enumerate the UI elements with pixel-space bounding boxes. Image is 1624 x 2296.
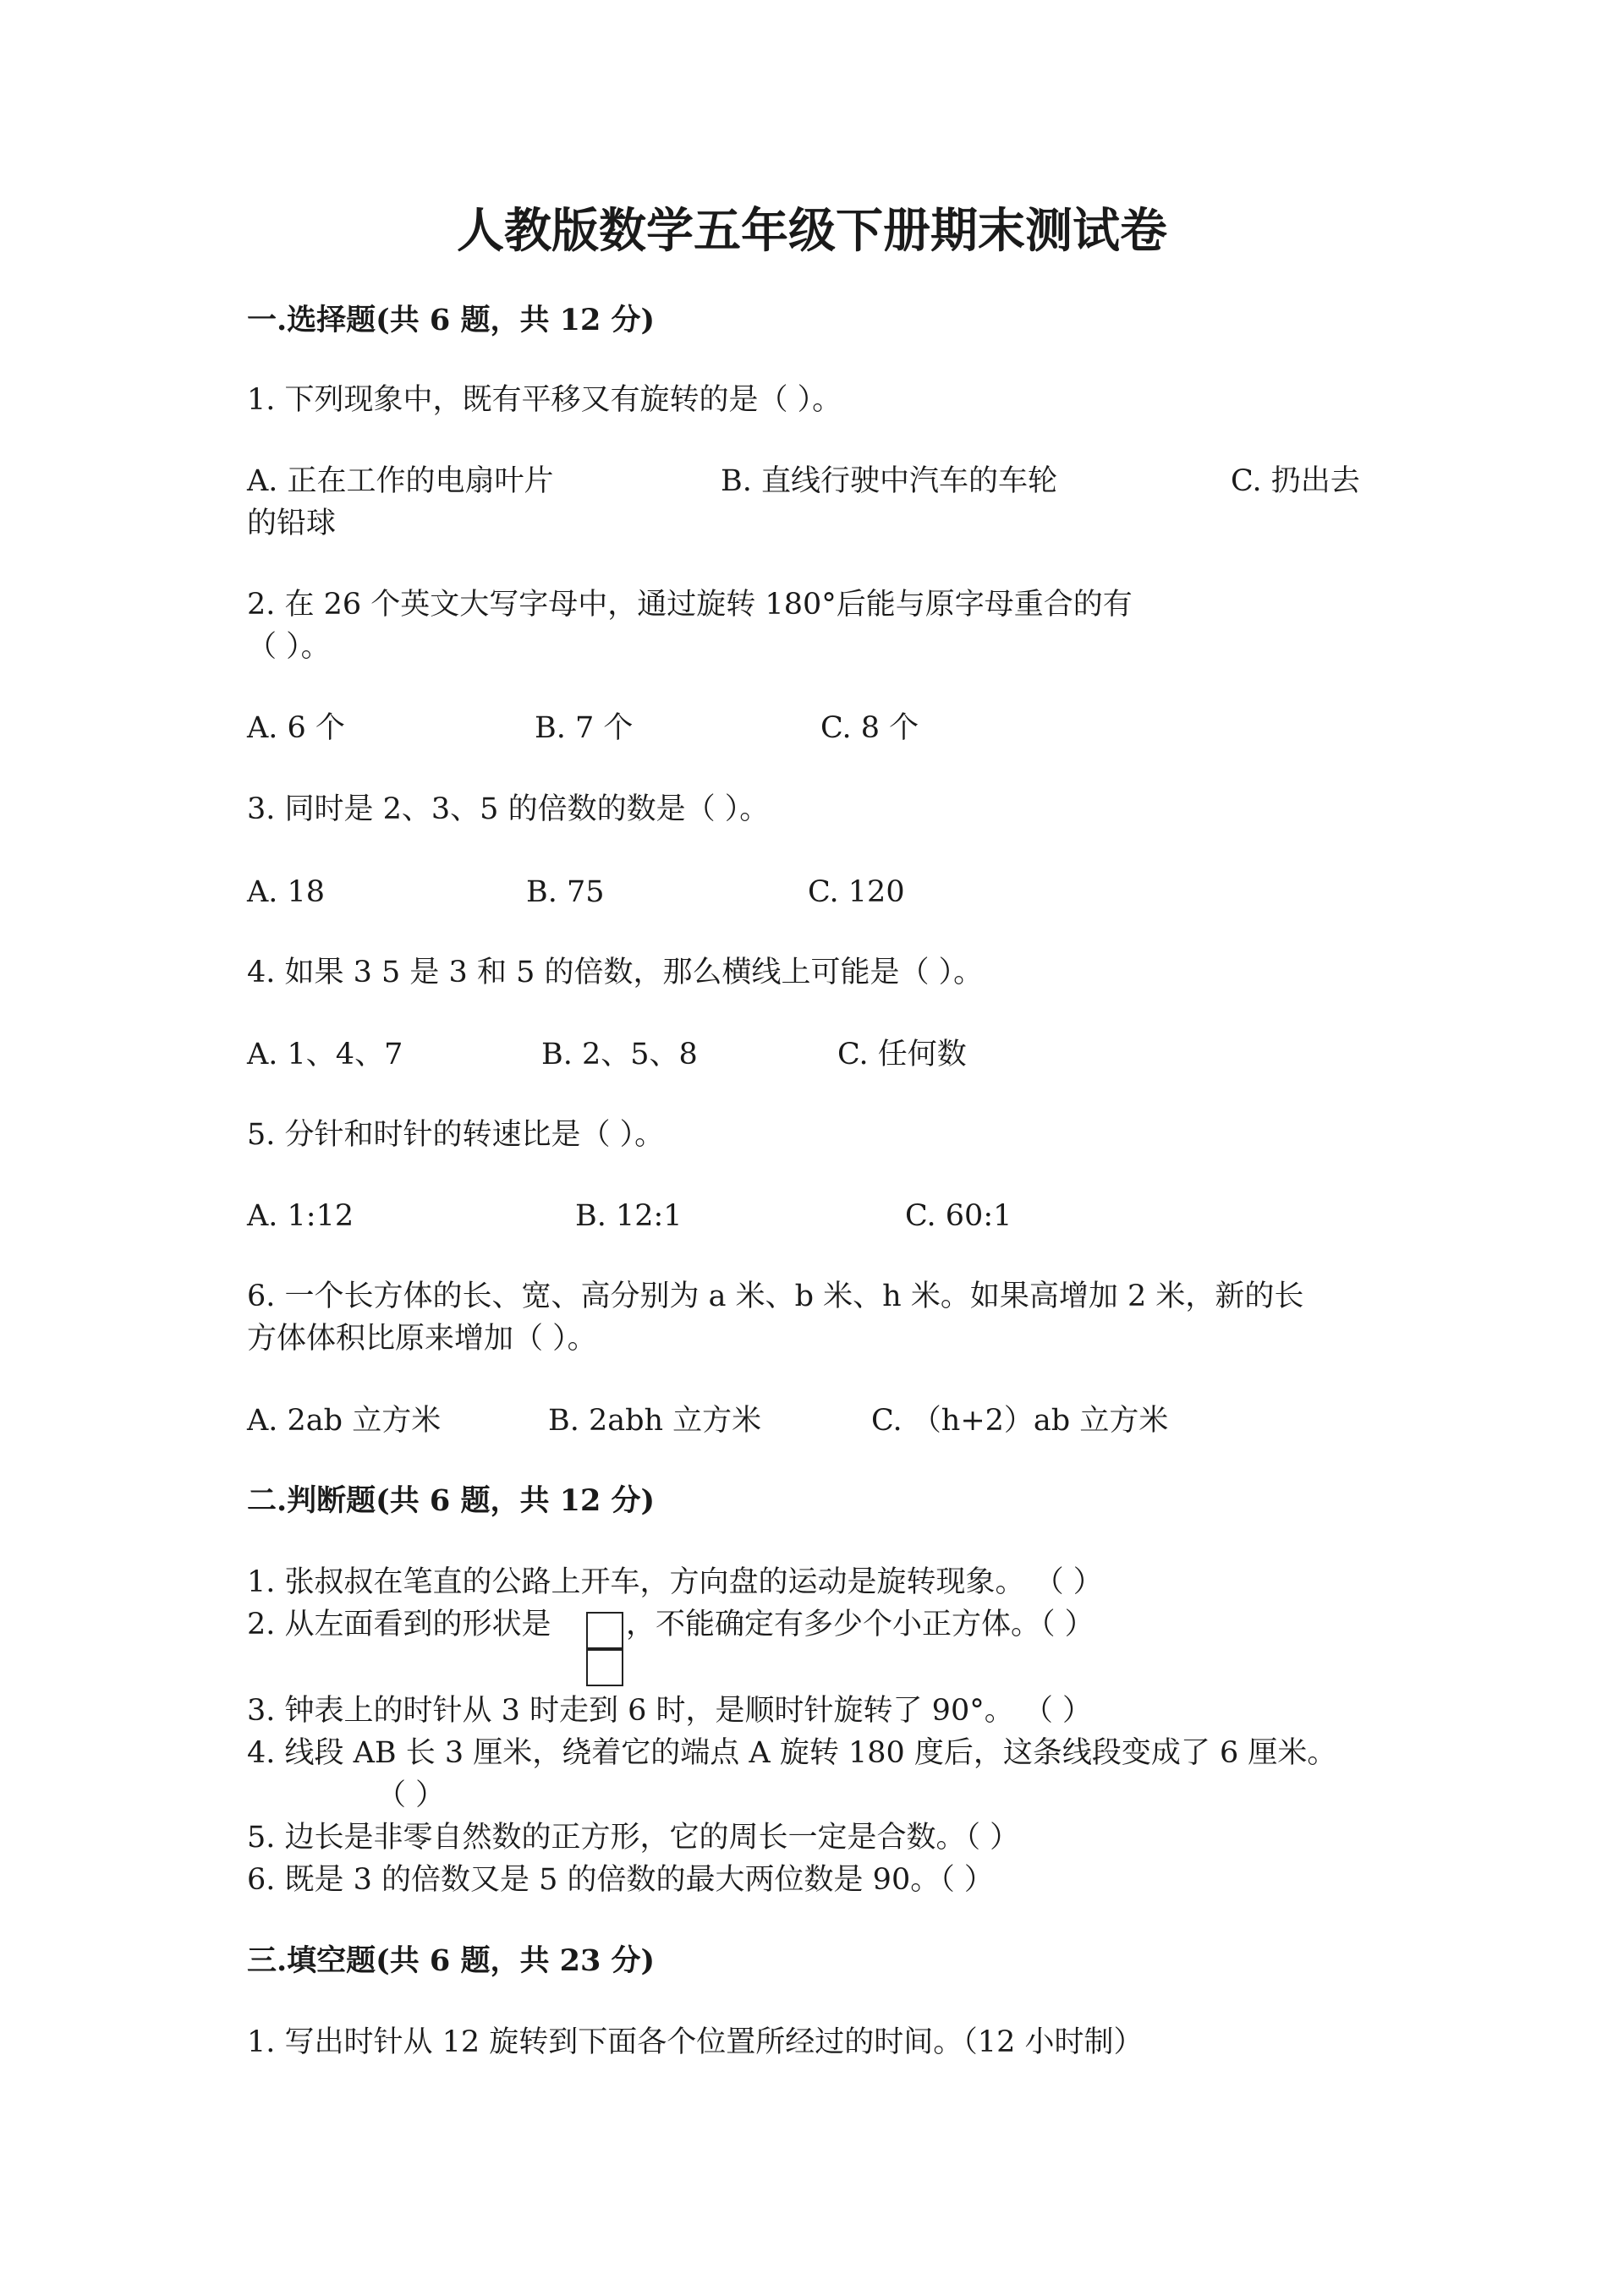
option-a: A. 正在工作的电扇叶片 xyxy=(247,464,554,498)
square-top xyxy=(586,1612,623,1649)
two-square-figure xyxy=(586,1612,623,1690)
option-c: C. 120 xyxy=(808,875,905,909)
option-b: B. 75 xyxy=(526,875,605,909)
question-stem: 6. 一个长方体的长、宽、高分别为 a 米、b 米、h 米。如果高增加 2 米，新的长 xyxy=(247,1280,1304,1313)
judgement-item: 4. 线段 AB 长 3 厘米，绕着它的端点 A 旋转 180 度后，这条线段变成了 6 厘米。 xyxy=(247,1736,1337,1770)
judgement-item-continuation: ，不能确定有多少个小正方体。（ ） xyxy=(626,1608,1095,1641)
section-heading-fill: 三.填空题(共 6 题，共 23 分) xyxy=(247,1943,656,1978)
option-b: B. 2、5、8 xyxy=(541,1038,698,1071)
judgement-item: 1. 张叔叔在笔直的公路上开车，方向盘的运动是旋转现象。 （ ） xyxy=(247,1565,1103,1599)
question-stem: 4. 如果 3 5 是 3 和 5 的倍数，那么横线上可能是（ ）。 xyxy=(247,956,984,989)
option-b: B. 12:1 xyxy=(575,1199,683,1233)
option-b: B. 直线行驶中汽车的车轮 xyxy=(721,464,1057,498)
square-bottom xyxy=(586,1649,623,1686)
option-a: A. 1:12 xyxy=(247,1199,354,1233)
option-c: C. 60:1 xyxy=(905,1199,1012,1233)
question-stem: 2. 在 26 个英文大写字母中，通过旋转 180°后能与原字母重合的有 xyxy=(247,588,1133,622)
judgement-item: 2. 从左面看到的形状是 xyxy=(247,1608,551,1641)
question-stem-continuation: （ ）。 xyxy=(247,630,331,664)
option-a: A. 2ab 立方米 xyxy=(247,1404,442,1438)
option-c: C. 8 个 xyxy=(820,711,919,745)
question-stem: 3. 同时是 2、3、5 的倍数的数是（ ）。 xyxy=(247,792,770,826)
option-continuation: 的铅球 xyxy=(247,507,337,540)
fill-item: 1. 写出时针从 12 旋转到下面各个位置所经过的时间。（12 小时制） xyxy=(247,2025,1144,2059)
judgement-item: 6. 既是 3 的倍数又是 5 的倍数的最大两位数是 90。（ ） xyxy=(247,1863,994,1897)
option-b: B. 2abh 立方米 xyxy=(548,1404,762,1438)
judgement-item: 5. 边长是非零自然数的正方形，它的周长一定是合数。（ ） xyxy=(247,1821,1020,1855)
option-c: C. （h+2）ab 立方米 xyxy=(871,1404,1169,1438)
option-c: C. 任何数 xyxy=(837,1038,967,1071)
question-stem-continuation: 方体体积比原来增加（ ）。 xyxy=(247,1322,597,1356)
option-a: A. 1、4、7 xyxy=(247,1038,403,1071)
section-heading-judgement: 二.判断题(共 6 题，共 12 分) xyxy=(247,1483,656,1518)
section-heading-choice: 一.选择题(共 6 题，共 12 分) xyxy=(247,303,656,337)
option-a: A. 18 xyxy=(247,875,326,909)
judgement-item-continuation: （ ） xyxy=(376,1778,446,1812)
question-stem: 5. 分针和时针的转速比是（ ）。 xyxy=(247,1118,665,1152)
option-b: B. 7 个 xyxy=(535,711,634,745)
page-title: 人教版数学五年级下册期末测试卷 xyxy=(457,203,1167,259)
question-stem: 1. 下列现象中，既有平移又有旋转的是（ ）。 xyxy=(247,383,842,417)
option-c: C. 扔出去 xyxy=(1231,464,1360,498)
option-a: A. 6 个 xyxy=(247,711,345,745)
judgement-item: 3. 钟表上的时针从 3 时走到 6 时，是顺时针旋转了 90°。 （ ） xyxy=(247,1694,1092,1728)
